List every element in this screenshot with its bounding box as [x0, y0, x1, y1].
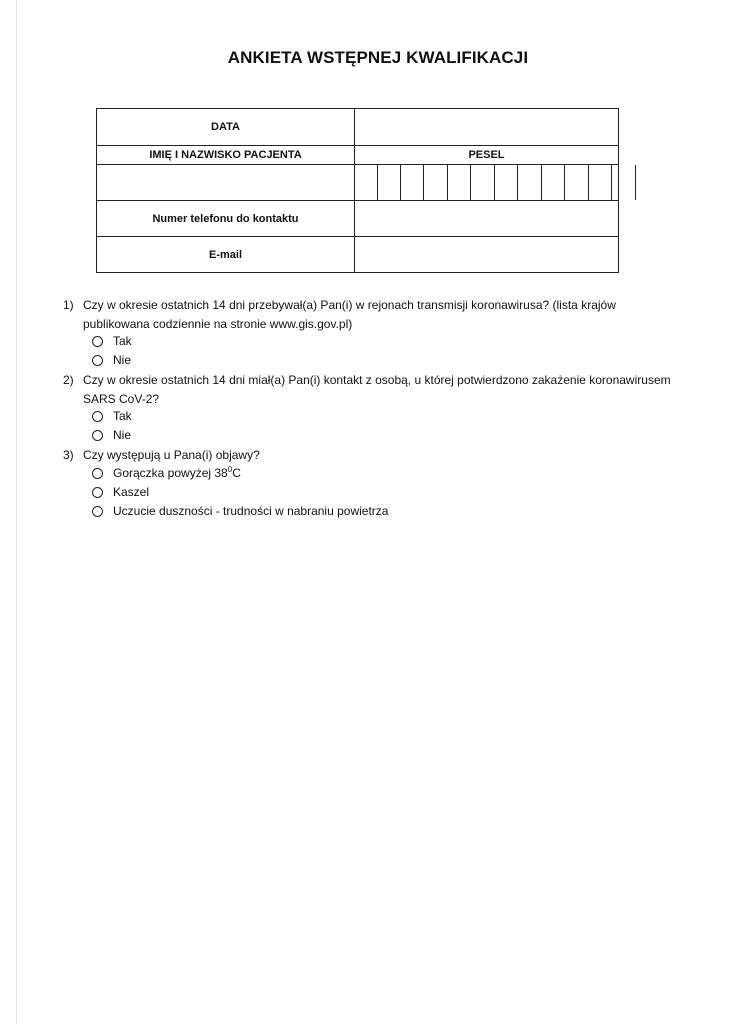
phone-field[interactable] — [355, 201, 619, 237]
pesel-digit-box[interactable] — [377, 165, 401, 200]
radio-circle-icon[interactable] — [92, 411, 103, 422]
date-field[interactable] — [355, 109, 619, 146]
pesel-digit-box[interactable] — [424, 165, 448, 200]
q3-option-fever[interactable] — [92, 464, 241, 483]
question-number: 1) — [63, 298, 74, 312]
page-edge — [16, 0, 17, 1024]
radio-circle-icon[interactable] — [92, 506, 103, 517]
option-label: Tak — [113, 409, 132, 423]
question-text: Czy występują u Pana(i) objawy? — [83, 448, 260, 462]
option-label: Tak — [113, 334, 132, 348]
option-label: Uczucie duszności - trudności w nabraniu powietrza — [113, 504, 389, 518]
phone-label: Numer telefonu do kontaktu — [97, 201, 355, 237]
radio-circle-icon[interactable] — [92, 336, 103, 347]
option-label: Nie — [113, 428, 132, 442]
pesel-digit-box[interactable] — [495, 165, 519, 200]
pesel-digit-box[interactable] — [448, 165, 472, 200]
radio-circle-icon[interactable] — [92, 355, 103, 366]
option-label: Nie — [113, 353, 132, 367]
name-label: IMIĘ I NAZWISKO PACJENTA — [97, 146, 355, 165]
name-field[interactable] — [97, 165, 355, 201]
pesel-digit-boxes — [355, 165, 618, 200]
question-number: 2) — [63, 373, 74, 387]
q3-option-dyspnea[interactable] — [92, 502, 388, 521]
pesel-digit-box[interactable] — [565, 165, 589, 200]
question-text: Czy w okresie ostatnich 14 dni przebywał(a) Pan(i) w rejonach transmisji koronawirusa? (lista krajów publikowana codziennie na stronie www.gis.gov.pl) — [83, 298, 616, 331]
question-number: 3) — [63, 448, 74, 462]
pesel-label: PESEL — [355, 146, 619, 165]
pesel-digit-box[interactable] — [589, 165, 613, 200]
option-label: Gorączka powyżej $38^0C$ — [113, 465, 241, 480]
radio-circle-icon[interactable] — [92, 487, 103, 498]
pesel-field[interactable] — [355, 165, 619, 201]
radio-circle-icon[interactable] — [92, 468, 103, 479]
date-label: DATA — [97, 109, 355, 146]
q2-option-nie[interactable] — [92, 426, 131, 445]
question-text: Czy w okresie ostatnich 14 dni miał(a) Pan(i) kontakt z osobą, u której potwierdzono zakażenie koronawirusem SARS CoV-2? — [83, 373, 671, 406]
q1-option-nie[interactable] — [92, 351, 131, 370]
pesel-digit-box[interactable] — [471, 165, 495, 200]
q2-option-tak[interactable] — [92, 407, 132, 426]
option-label: Kaszel — [113, 485, 150, 499]
email-field[interactable] — [355, 237, 619, 273]
patient-info-table — [96, 108, 619, 273]
q1-option-tak[interactable] — [92, 332, 132, 351]
radio-circle-icon[interactable] — [92, 430, 103, 441]
pesel-digit-box[interactable] — [518, 165, 542, 200]
pesel-digit-box[interactable] — [542, 165, 566, 200]
email-label: E-mail — [97, 237, 355, 273]
page-title: ANKIETA WSTĘPNEJ KWALIFIKACJI — [227, 48, 529, 67]
pesel-digit-box[interactable] — [401, 165, 425, 200]
q3-option-cough[interactable] — [92, 483, 149, 502]
pesel-digit-box[interactable] — [612, 165, 636, 200]
